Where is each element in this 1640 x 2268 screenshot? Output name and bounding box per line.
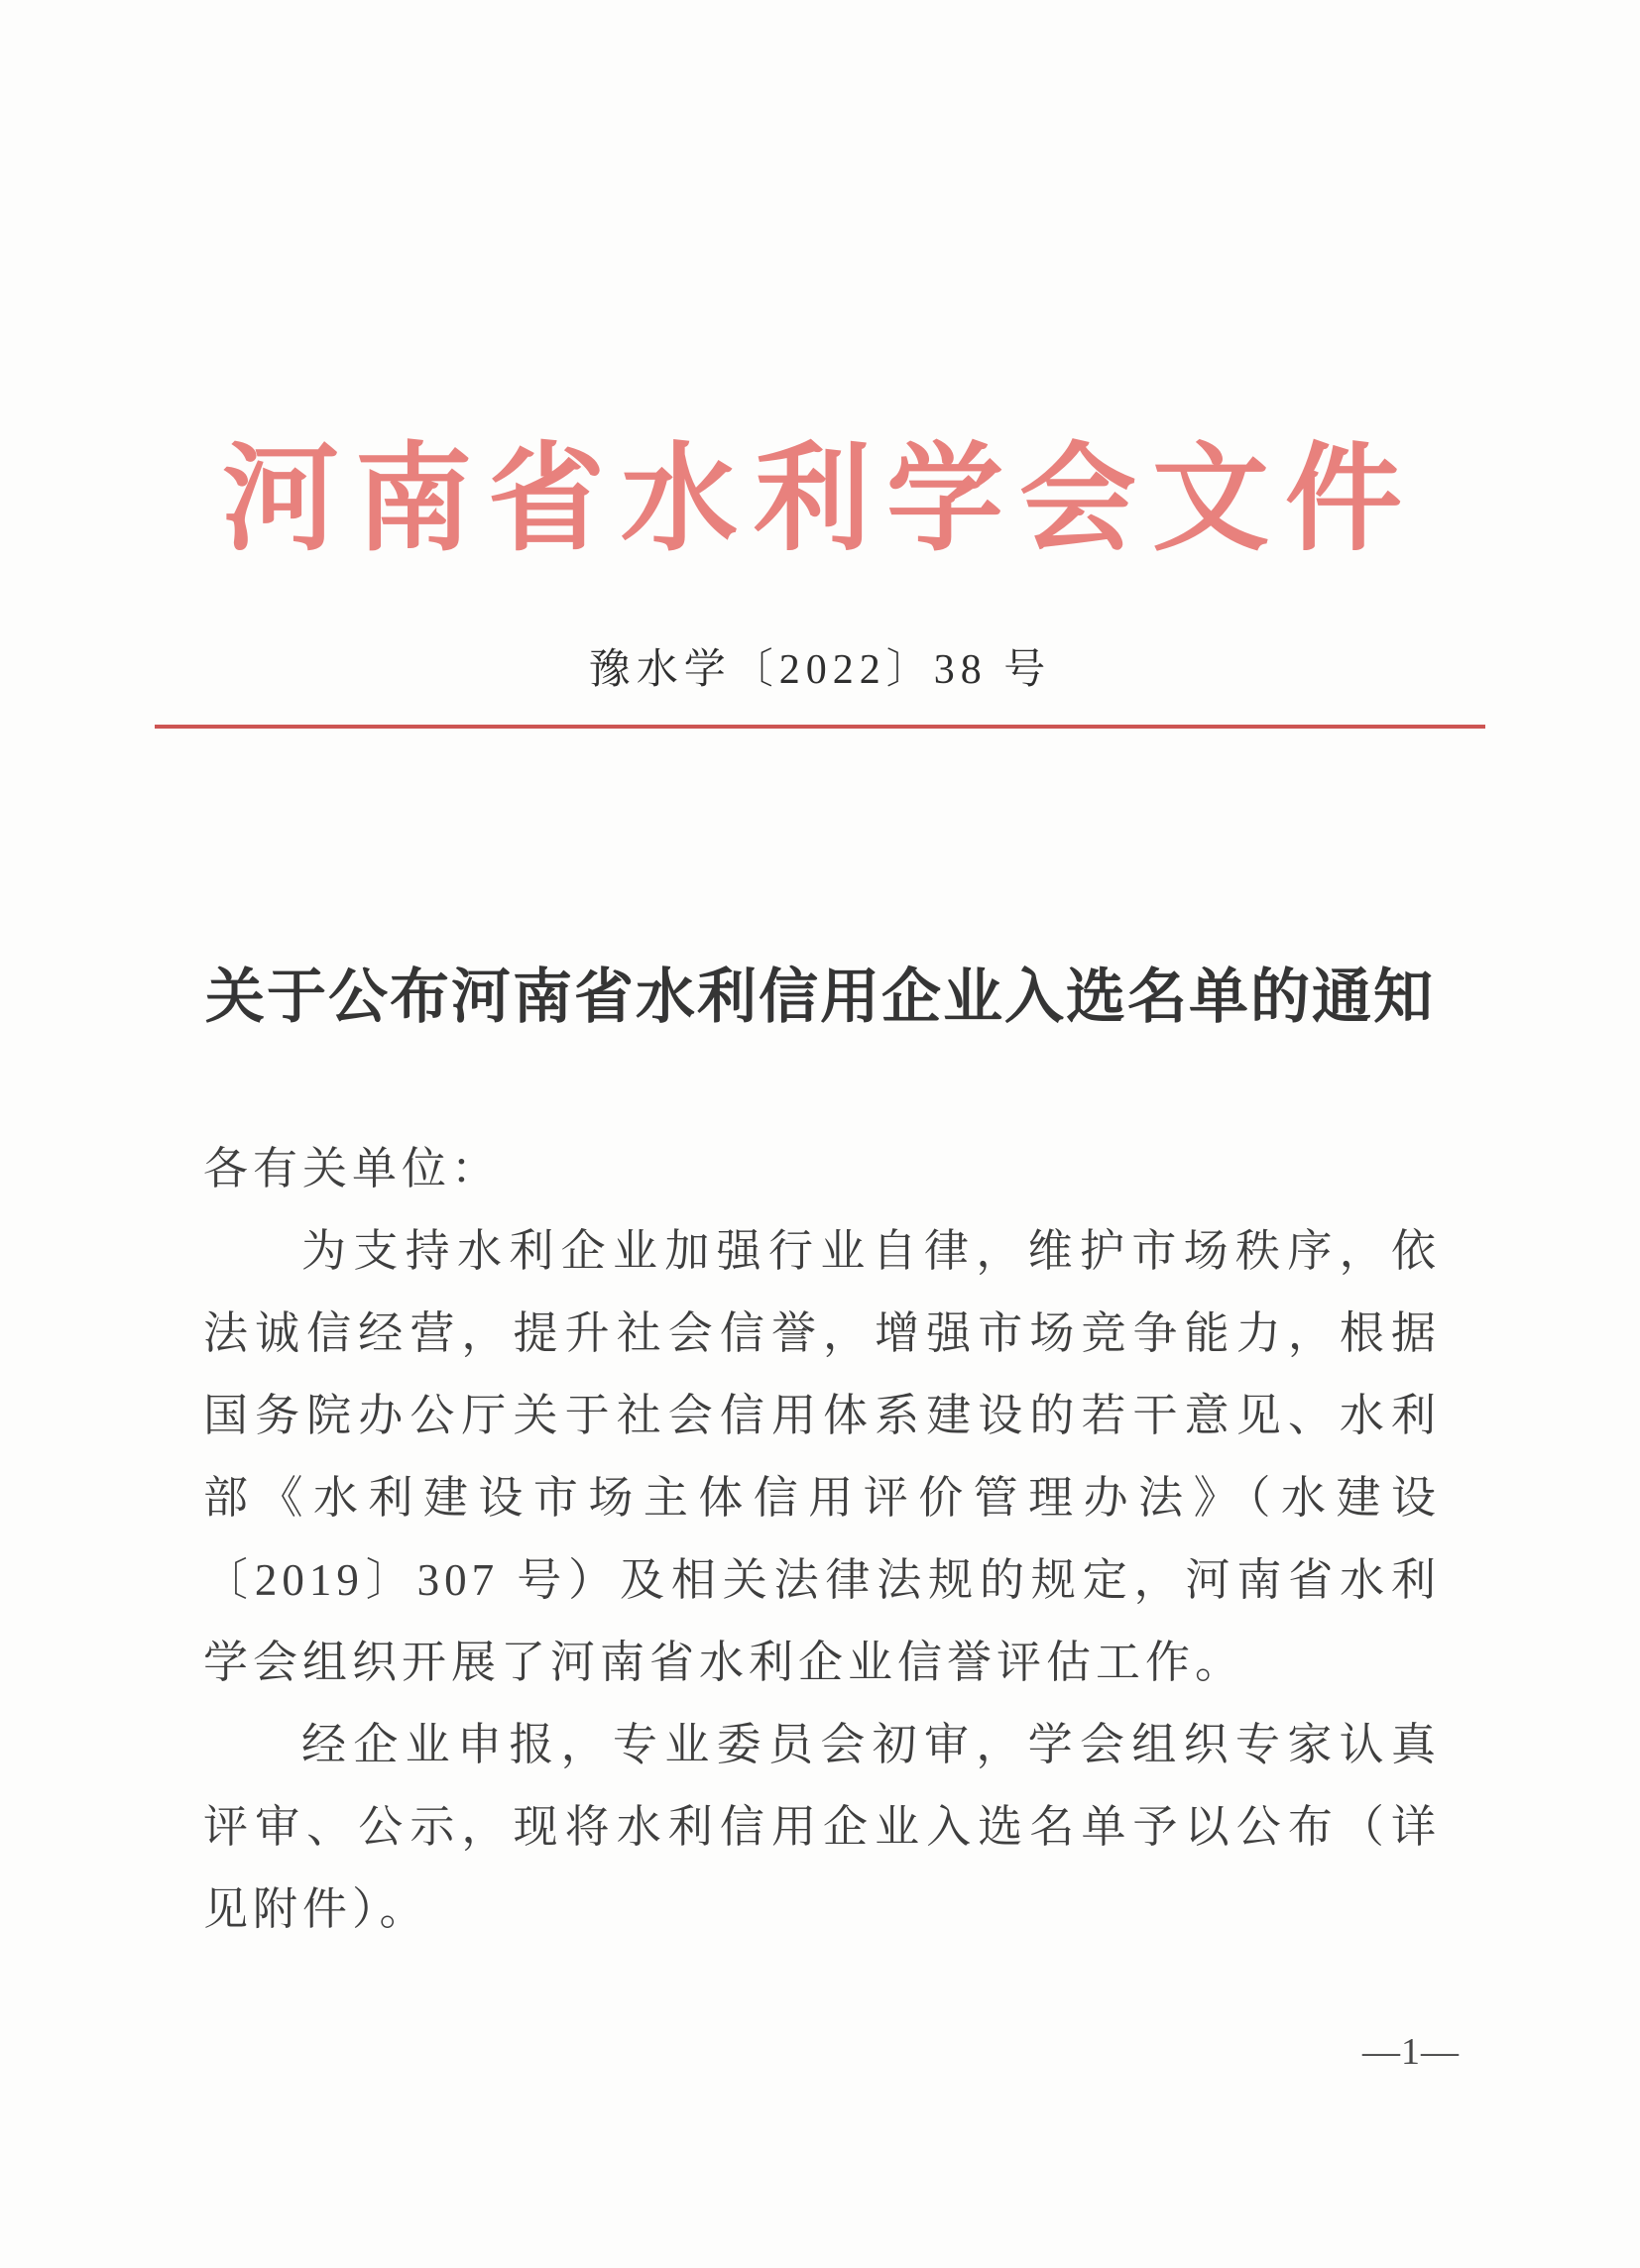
page-number: —1— [1362,2031,1460,2073]
red-divider-line [155,725,1485,729]
document-body [203,1128,1441,1951]
letterhead-title: 河南省水利学会文件 [221,435,1418,565]
document-number: 豫水学〔2022〕38 号 [588,647,1052,693]
paragraph-2: 经企业申报，专业委员会初审，学会组织专家认真评审、公示，现将水利信用企业入选名单予以公布（详见附件）。 [203,1720,1441,1934]
paragraph-1: 为支持水利企业加强行业自律，维护市场秩序，依法诚信经营，提升社会信誉，增强市场竞争能力，根据国务院办公厅关于社会信用体系建设的若干意见、水利部《水利建设市场主体信用评价管理办法》（水建设〔2019〕307 号）及相关法律法规的规定，河南省水利学会组织开展了河南省水利企业信誉评估工作。 [203,1226,1441,1687]
salutation: 各有关单位： [203,1144,502,1193]
notice-title: 关于公布河南省水利信用企业入选名单的通知 [205,964,1435,1030]
